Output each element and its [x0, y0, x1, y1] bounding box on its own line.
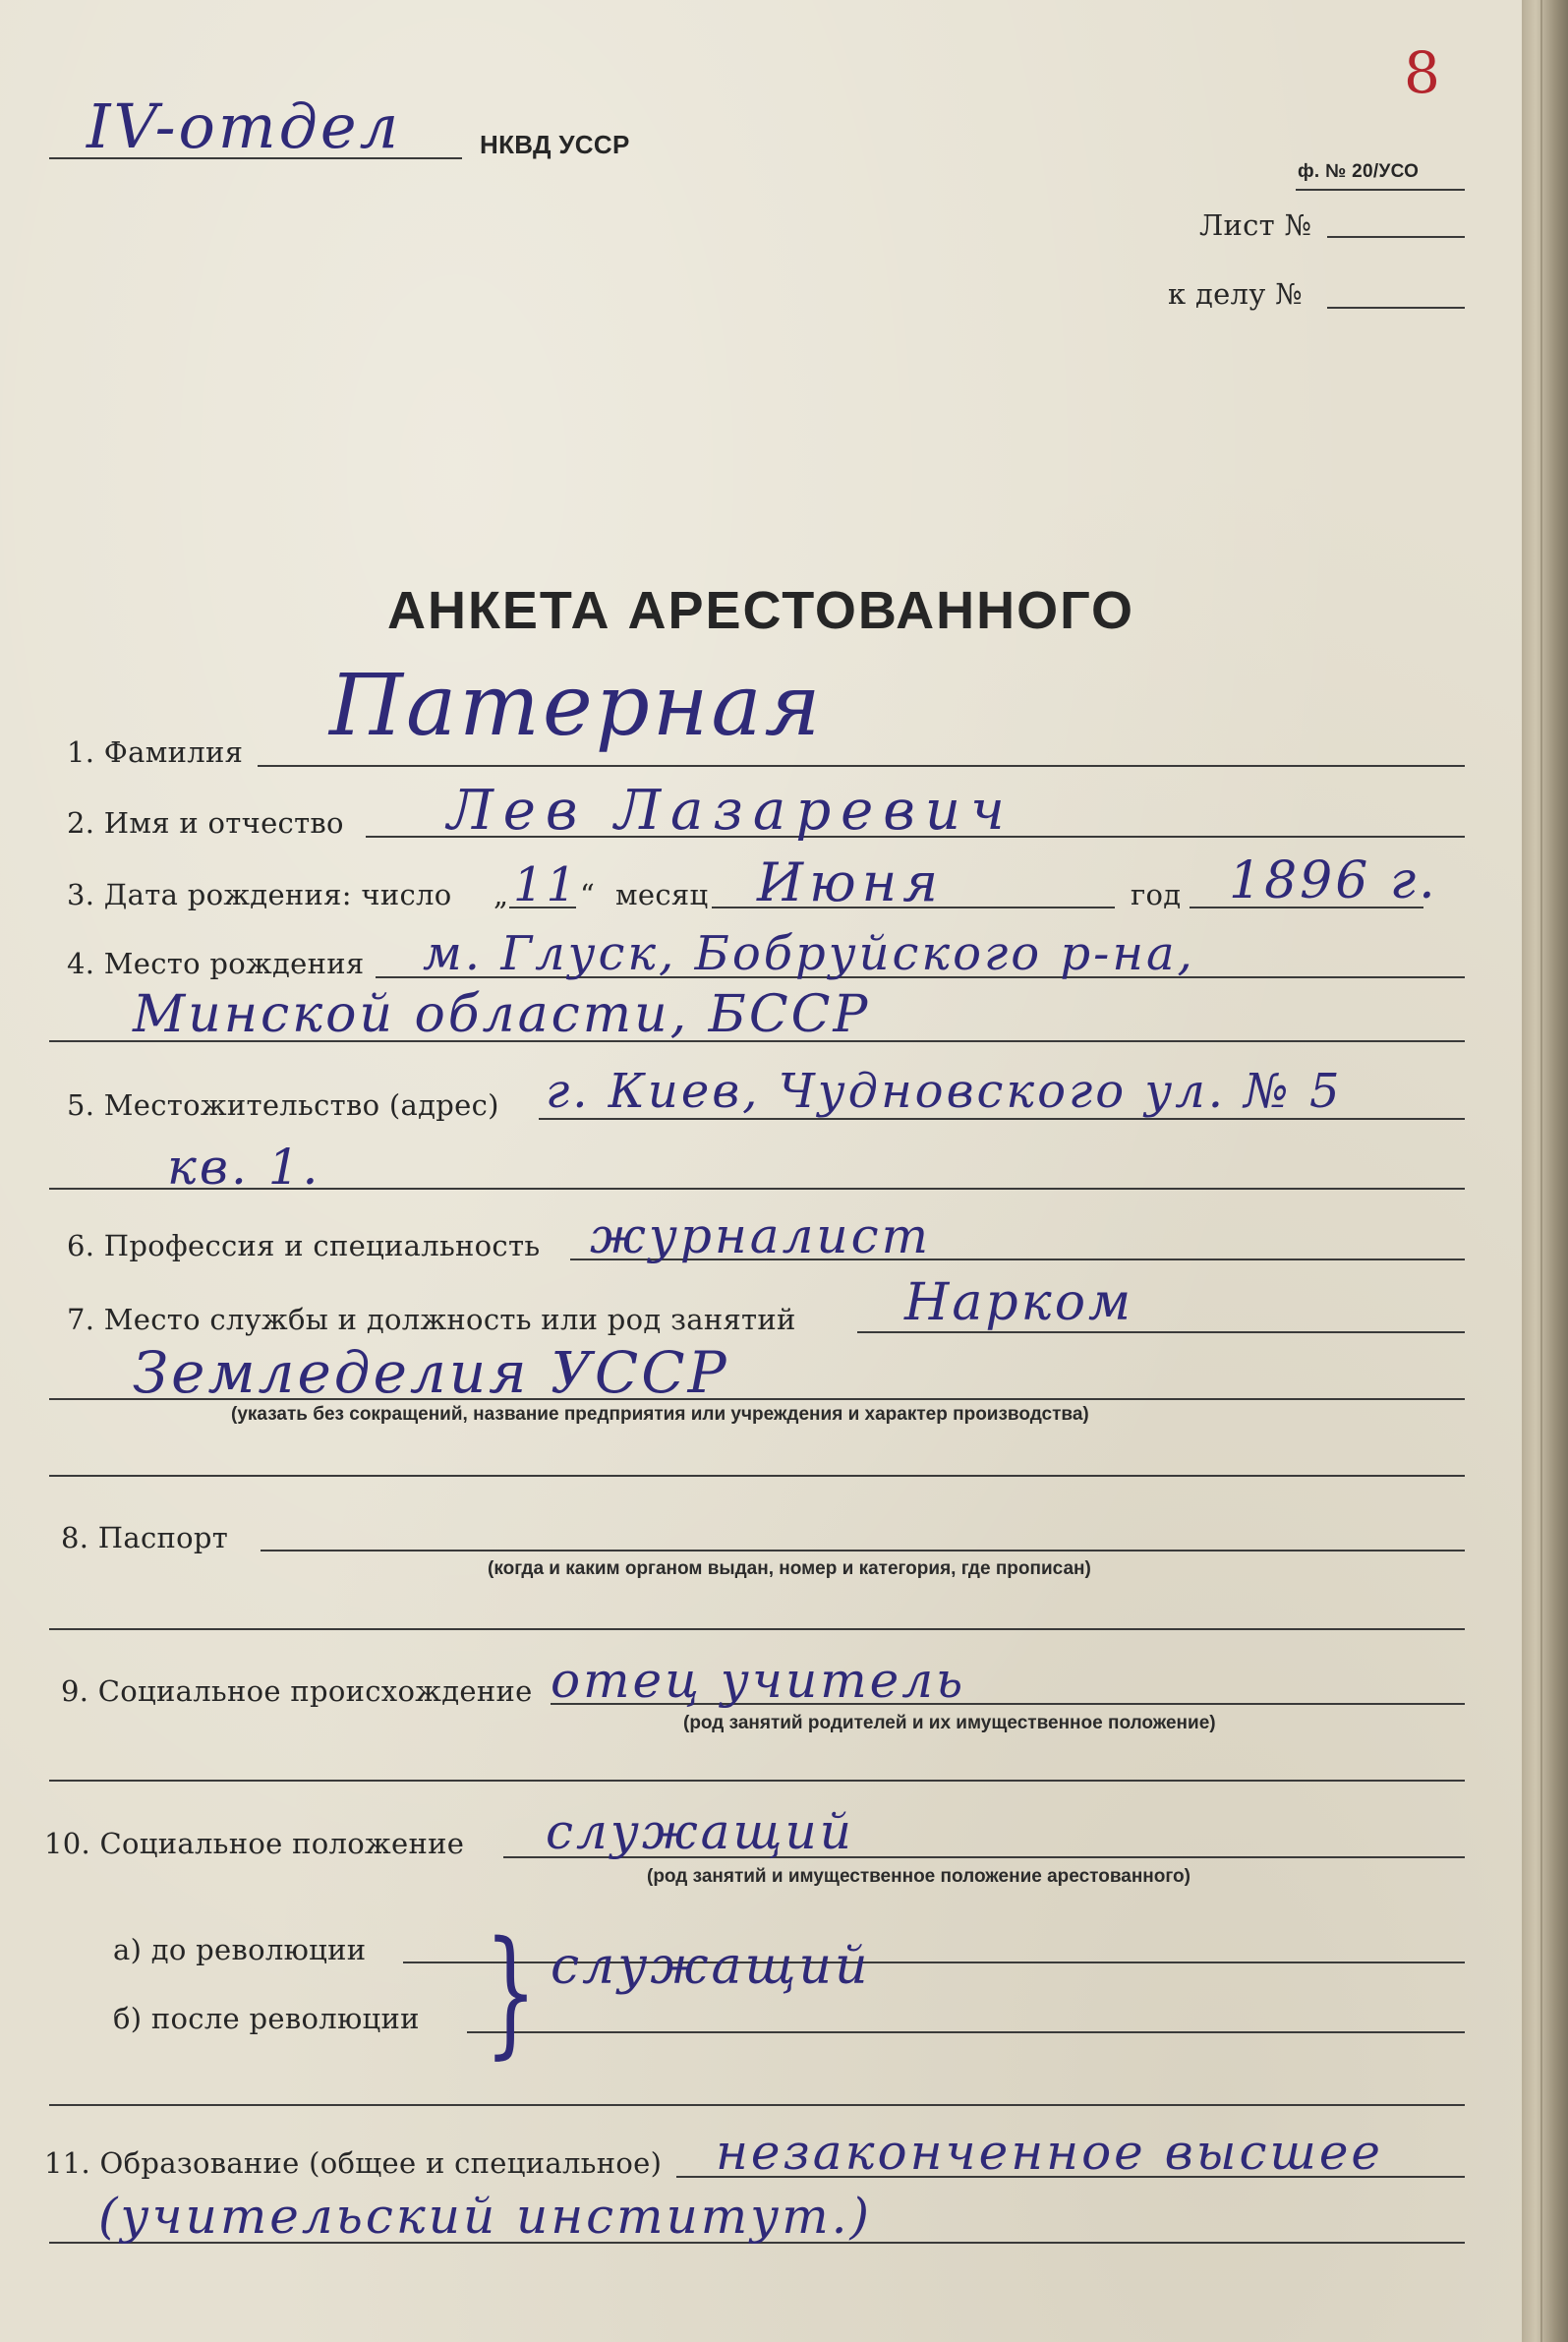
field-3-label: 3. Дата рождения: число — [67, 878, 452, 911]
form-number: ф. № 20/УСО — [1298, 161, 1420, 182]
field-3-month-label: месяц — [615, 878, 709, 911]
field-1-label: 1. Фамилия — [67, 735, 244, 769]
field-6-value: журналист — [590, 1207, 932, 1264]
field-10a-label: а) до революции — [113, 1933, 367, 1966]
field-7-value-2: Земледелия УССР — [133, 1339, 729, 1406]
field-10-label: 10. Социальное положение — [44, 1827, 465, 1860]
field-5-label: 5. Местожительство (адрес) — [67, 1088, 499, 1122]
field-4-label: 4. Место рождения — [67, 947, 365, 980]
field-3-day-close: “ — [580, 878, 596, 911]
sheet-label: Лист № — [1199, 208, 1312, 242]
field-7-line-3 — [49, 1475, 1465, 1477]
field-7-hint: (указать без сокращений, название предприятия или учреждения и характер производства) — [231, 1404, 1089, 1425]
field-4-value-1: м. Глуск, Бобруйского р-на, — [423, 926, 1195, 981]
field-10-brace: } — [484, 1912, 538, 2073]
field-8-hint: (когда и каким органом выдан, номер и категория, где прописан) — [488, 1558, 1091, 1579]
field-3-year: 1896 г. — [1229, 851, 1438, 910]
field-11-value-1: незаконченное высшее — [716, 2124, 1384, 2181]
field-8-line-1 — [261, 1550, 1465, 1552]
field-2-value: Лев Лазаревич — [447, 779, 1015, 843]
field-2-label: 2. Имя и отчество — [67, 806, 344, 840]
case-line — [1327, 307, 1465, 309]
page-mark: 8 — [1404, 39, 1443, 106]
field-10-value: служащий — [546, 1803, 854, 1860]
field-9-label: 9. Социальное происхождение — [61, 1674, 533, 1708]
form-title: АНКЕТА АРЕСТОВАННОГО — [386, 581, 1135, 640]
field-3-day: 11 — [513, 857, 580, 912]
field-11-value-2: (учительский институт.) — [98, 2188, 873, 2245]
page-edge-line — [1540, 0, 1542, 2342]
field-3-year-label: год — [1131, 878, 1182, 911]
field-3-month: Июня — [757, 851, 944, 913]
field-5-value-1: г. Киев, Чудновского ул. № 5 — [546, 1064, 1343, 1119]
field-5-value-2: кв. 1. — [167, 1139, 321, 1196]
field-9-line-2 — [49, 1780, 1465, 1782]
agency-label: НКВД УССР — [480, 130, 630, 159]
page-edge — [1522, 0, 1568, 2342]
field-6-label: 6. Профессия и специальность — [67, 1229, 541, 1262]
field-10-line-end — [49, 2104, 1465, 2106]
field-10b-label: б) после революции — [113, 2002, 420, 2035]
field-8-line-2 — [49, 1628, 1465, 1630]
field-7-label: 7. Место службы и должность или род занятий — [67, 1303, 796, 1336]
sheet-line — [1327, 236, 1465, 238]
case-label: к делу № — [1168, 277, 1303, 311]
field-10b-line — [467, 2031, 1465, 2033]
department-underline — [49, 157, 462, 159]
field-9-hint: (род занятий родителей и их имущественное положение) — [683, 1713, 1216, 1733]
field-8-label: 8. Паспорт — [61, 1521, 229, 1554]
field-7-value-1: Нарком — [904, 1273, 1134, 1332]
field-10-hint: (род занятий и имущественное положение арестованного) — [647, 1866, 1191, 1887]
field-3-day-open: „ — [494, 878, 509, 911]
form-number-underline — [1296, 189, 1465, 191]
field-1-line — [258, 765, 1465, 767]
field-4-value-2: Минской области, БССР — [133, 985, 871, 1044]
field-9-value: отец учитель — [551, 1652, 966, 1709]
field-11-label: 11. Образование (общее и специальное) — [44, 2146, 663, 2180]
department-handwritten: IV-отдел — [87, 90, 402, 162]
field-1-value: Патерная — [329, 657, 824, 755]
field-10-ab-value: служащий — [551, 1937, 871, 1996]
